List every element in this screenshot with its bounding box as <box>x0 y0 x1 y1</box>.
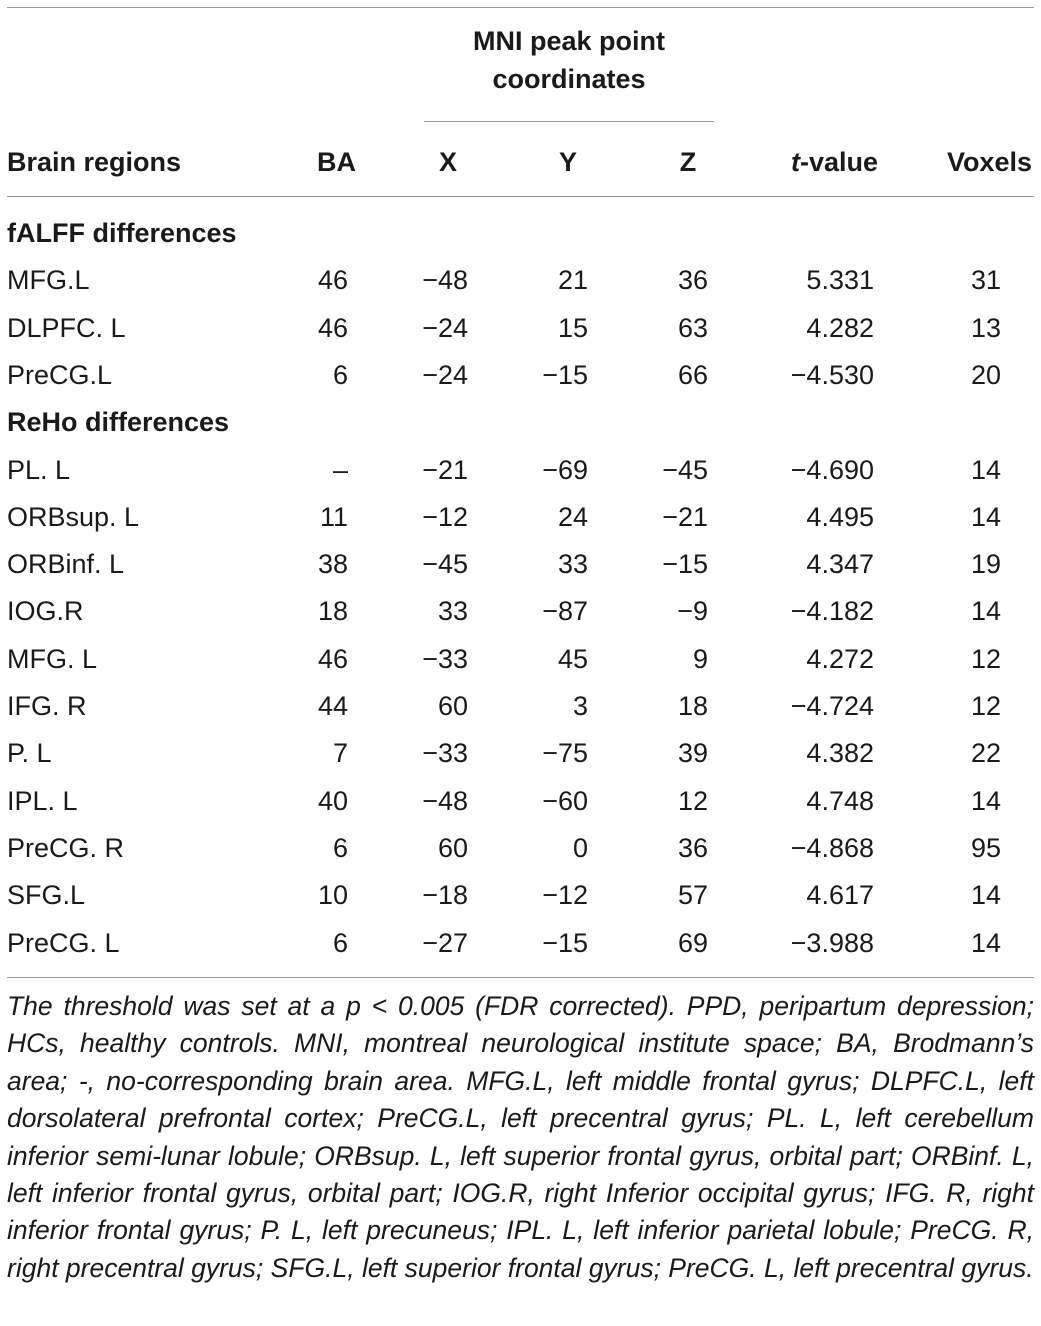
cell-voxels: 14 <box>970 880 1002 911</box>
cell-z: 39 <box>677 738 708 769</box>
cell-t: −4.182 <box>790 596 874 627</box>
cell-region: PreCG. L <box>7 927 120 958</box>
cell-y: −87 <box>542 596 588 627</box>
cell-voxels: 14 <box>970 596 1002 627</box>
column-header-z: Z <box>679 147 697 177</box>
cell-x: −33 <box>422 643 468 674</box>
cell-y: 3 <box>572 691 588 721</box>
cell-x: 33 <box>437 596 468 627</box>
cell-t: 5.331 <box>806 265 874 296</box>
cell-x: −48 <box>422 265 468 296</box>
cell-t: −4.724 <box>790 691 874 721</box>
cell-ba: 11 <box>319 501 348 532</box>
cell-z: 9 <box>692 643 708 674</box>
cell-z: 36 <box>677 265 708 296</box>
cell-t: 4.347 <box>806 549 874 580</box>
column-header-voxels: Voxels <box>946 147 1032 177</box>
cell-region: DLPFC. L <box>7 312 126 343</box>
cell-t: 4.382 <box>806 738 874 769</box>
column-header-t-value <box>738 146 878 178</box>
cell-z: 63 <box>677 312 708 343</box>
cell-voxels: 19 <box>970 549 1002 580</box>
cell-t: −4.530 <box>790 359 874 390</box>
cell-ba: 7 <box>332 738 348 769</box>
cell-z: 66 <box>677 359 708 390</box>
section-title: ReHo differences <box>7 407 230 438</box>
mni-group-header: MNI peak point coordinates <box>472 26 665 94</box>
cell-x: −21 <box>422 454 468 485</box>
cell-ba: 38 <box>317 549 348 580</box>
cell-x: −33 <box>422 738 468 769</box>
cell-z: 69 <box>677 927 708 958</box>
cell-t: 4.282 <box>806 312 874 343</box>
cell-y: −69 <box>542 454 588 485</box>
cell-x: −18 <box>422 880 468 911</box>
cell-region: IFG. R <box>7 691 87 721</box>
column-header-x: X <box>438 147 457 177</box>
cell-x: −45 <box>422 549 468 580</box>
cell-voxels: 13 <box>970 312 1002 343</box>
cell-z: −45 <box>662 454 708 485</box>
cell-ba: 40 <box>317 785 348 816</box>
table-footnote: The threshold was set at a p < 0.005 (FDR corrected). PPD, peripartum depression; HCs, healthy controls. MNI, montreal neurological institute space; BA, Brodmann’s area; -, no-corresponding brain area. MFG.L, left middle frontal gyrus; DLPFC.L, left dorsolateral prefrontal cortex; PreCG.L, left precentral gyrus; PL. L, left cerebellum inferior semi-lunar lobule; ORBsup. L, left superior frontal gyrus, orbital part; ORBinf. L, left inferior frontal gyrus, orbital part; IOG.R, right Inferior occipital gyrus; IFG. R, right inferior frontal gyrus; P. L, left precuneus; IPL. L, left inferior parietal lobule; PreCG. R, right precentral gyrus; SFG.L, left superior frontal gyrus; PreCG. L, left precentral gyrus. <box>7 991 1034 1283</box>
cell-x: −24 <box>422 312 468 343</box>
cell-ba: 6 <box>332 359 348 390</box>
cell-region: P. L <box>7 738 52 769</box>
cell-y: 21 <box>557 265 588 296</box>
cell-voxels: 14 <box>970 501 1002 532</box>
cell-y: 45 <box>557 643 588 674</box>
cell-ba: 6 <box>332 927 348 958</box>
cell-t: 4.748 <box>806 785 874 816</box>
cell-ba: 44 <box>317 691 348 721</box>
cell-t: 4.617 <box>806 880 874 911</box>
cell-ba: 46 <box>317 643 348 674</box>
cell-t: 4.272 <box>806 643 874 674</box>
cell-ba: 46 <box>317 312 348 343</box>
cell-y: −12 <box>542 880 588 911</box>
cell-z: 36 <box>677 832 708 863</box>
cell-y: 33 <box>557 549 588 580</box>
cell-x: −24 <box>422 359 468 390</box>
cell-x: −12 <box>422 501 468 532</box>
cell-z: 18 <box>677 691 708 721</box>
cell-region: IPL. L <box>7 785 78 816</box>
header-rule <box>7 196 1034 197</box>
cell-voxels: 12 <box>970 691 1002 721</box>
column-header-y: Y <box>558 147 577 177</box>
cell-y: 24 <box>557 501 588 532</box>
cell-t: 4.495 <box>806 501 874 532</box>
cell-y: −15 <box>542 927 588 958</box>
cell-x: 60 <box>437 691 468 721</box>
t-italic: t <box>790 147 800 177</box>
cell-voxels: 12 <box>970 643 1002 674</box>
cell-ba: – <box>332 454 348 485</box>
cell-voxels: 14 <box>970 454 1002 485</box>
cell-z: −9 <box>677 596 708 627</box>
cell-y: 0 <box>572 832 588 863</box>
mni-group-rule <box>424 121 714 122</box>
cell-y: −60 <box>542 785 588 816</box>
cell-z: 12 <box>677 785 708 816</box>
cell-region: ORBinf. L <box>7 549 125 580</box>
cell-x: −48 <box>422 785 468 816</box>
cell-y: −75 <box>542 738 588 769</box>
cell-region: PreCG. R <box>7 832 125 863</box>
cell-t: −3.988 <box>790 927 874 958</box>
column-header-ba: BA <box>317 147 356 177</box>
cell-voxels: 31 <box>970 265 1002 296</box>
bottom-rule <box>7 977 1034 978</box>
cell-t: −4.690 <box>790 454 874 485</box>
section-title: fALFF differences <box>7 218 237 248</box>
cell-ba: 18 <box>317 596 348 627</box>
cell-ba: 46 <box>317 265 348 296</box>
cell-ba: 6 <box>332 832 348 863</box>
cell-ba: 10 <box>317 880 348 911</box>
cell-region: IOG.R <box>7 596 84 627</box>
cell-z: −21 <box>662 501 708 532</box>
cell-region: MFG.L <box>7 265 90 296</box>
cell-region: PreCG.L <box>7 359 113 390</box>
cell-region: ORBsup. L <box>7 501 140 532</box>
cell-voxels: 20 <box>970 359 1002 390</box>
cell-y: −15 <box>542 359 588 390</box>
cell-voxels: 95 <box>970 832 1002 863</box>
cell-y: 15 <box>557 312 588 343</box>
cell-voxels: 14 <box>970 785 1002 816</box>
t-suffix: -value <box>799 147 878 177</box>
cell-z: 57 <box>677 880 708 911</box>
cell-region: PL. L <box>7 454 71 485</box>
cell-region: SFG.L <box>7 880 86 911</box>
cell-z: −15 <box>662 549 708 580</box>
cell-x: 60 <box>437 832 468 863</box>
cell-region: MFG. L <box>7 643 98 674</box>
column-header-region: Brain regions <box>7 147 182 177</box>
cell-t: −4.868 <box>790 832 874 863</box>
top-rule <box>7 7 1034 8</box>
cell-voxels: 22 <box>970 738 1002 769</box>
cell-voxels: 14 <box>970 927 1002 958</box>
cell-x: −27 <box>422 927 468 958</box>
